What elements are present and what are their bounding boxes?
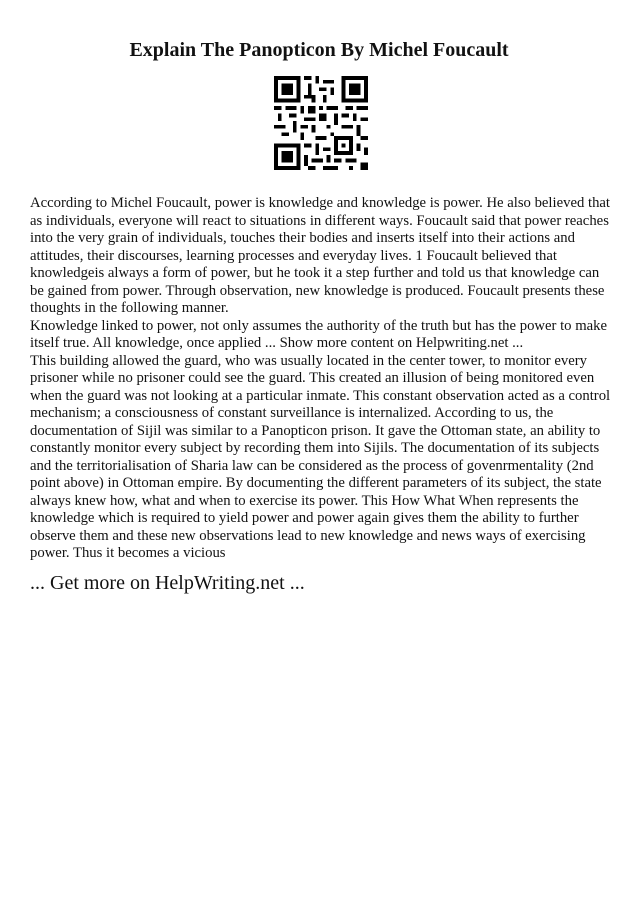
- paragraph-1: According to Michel Foucault, power is knowledge and knowledge is power. He also believed that as individuals, everyone will react to situations in different ways. Foucault said that power reaches into the very grain of individuals, touches their bodies and inserts itself into their actions and attitudes, their discourses, learning processes and everyday lives. 1 Foucault believed that knowledgeis always a form of power, but he took it a step further and told us that knowledge can be gained from power. Through observation, new knowledge is produced. Foucault presents these thoughts in the following manner.: [30, 195, 611, 316]
- paragraph-3: This building allowed the guard, who was usually located in the center tower, to monitor every prisoner while no prisoner could see the guard. This created an illusion of being monitored even when the guard was not looking at a particular inmate. This constant observation acted as a control mechanism; a consciousness of constant surveillance is internalized. According to us, the documentation of Sijil was similar to a Panopticon prison. It gave the Ottoman state, an ability to constantly monitor every subject by recording them into Sijils. The documentation of its subjects and the territorialisation of Sharia law can be considered as the process of govenrmentality (2nd point above) in Ottoman empire. By documenting the different parameters of its subject, the state always knew how, what and when to exercise its power. This How What When represents the knowledge which is required to yield power and power again gives them the ability to further observe them and these new observations lead to new knowledge and news ways of exercising power. Thus it becomes a vicious: [30, 352, 611, 561]
- qr-code-icon[interactable]: [274, 76, 368, 170]
- page-title: Explain The Panopticon By Michel Foucault: [129, 39, 509, 61]
- paragraph-2: Knowledge linked to power, not only assumes the authority of the truth but has the power to make itself true. All knowledge, once applied ... Show more content on Helpwriting.net ...: [30, 317, 608, 351]
- get-more-link[interactable]: ... Get more on HelpWriting.net ...: [30, 572, 305, 594]
- qr-code-graphic: [274, 76, 368, 170]
- article-body: [30, 195, 615, 563]
